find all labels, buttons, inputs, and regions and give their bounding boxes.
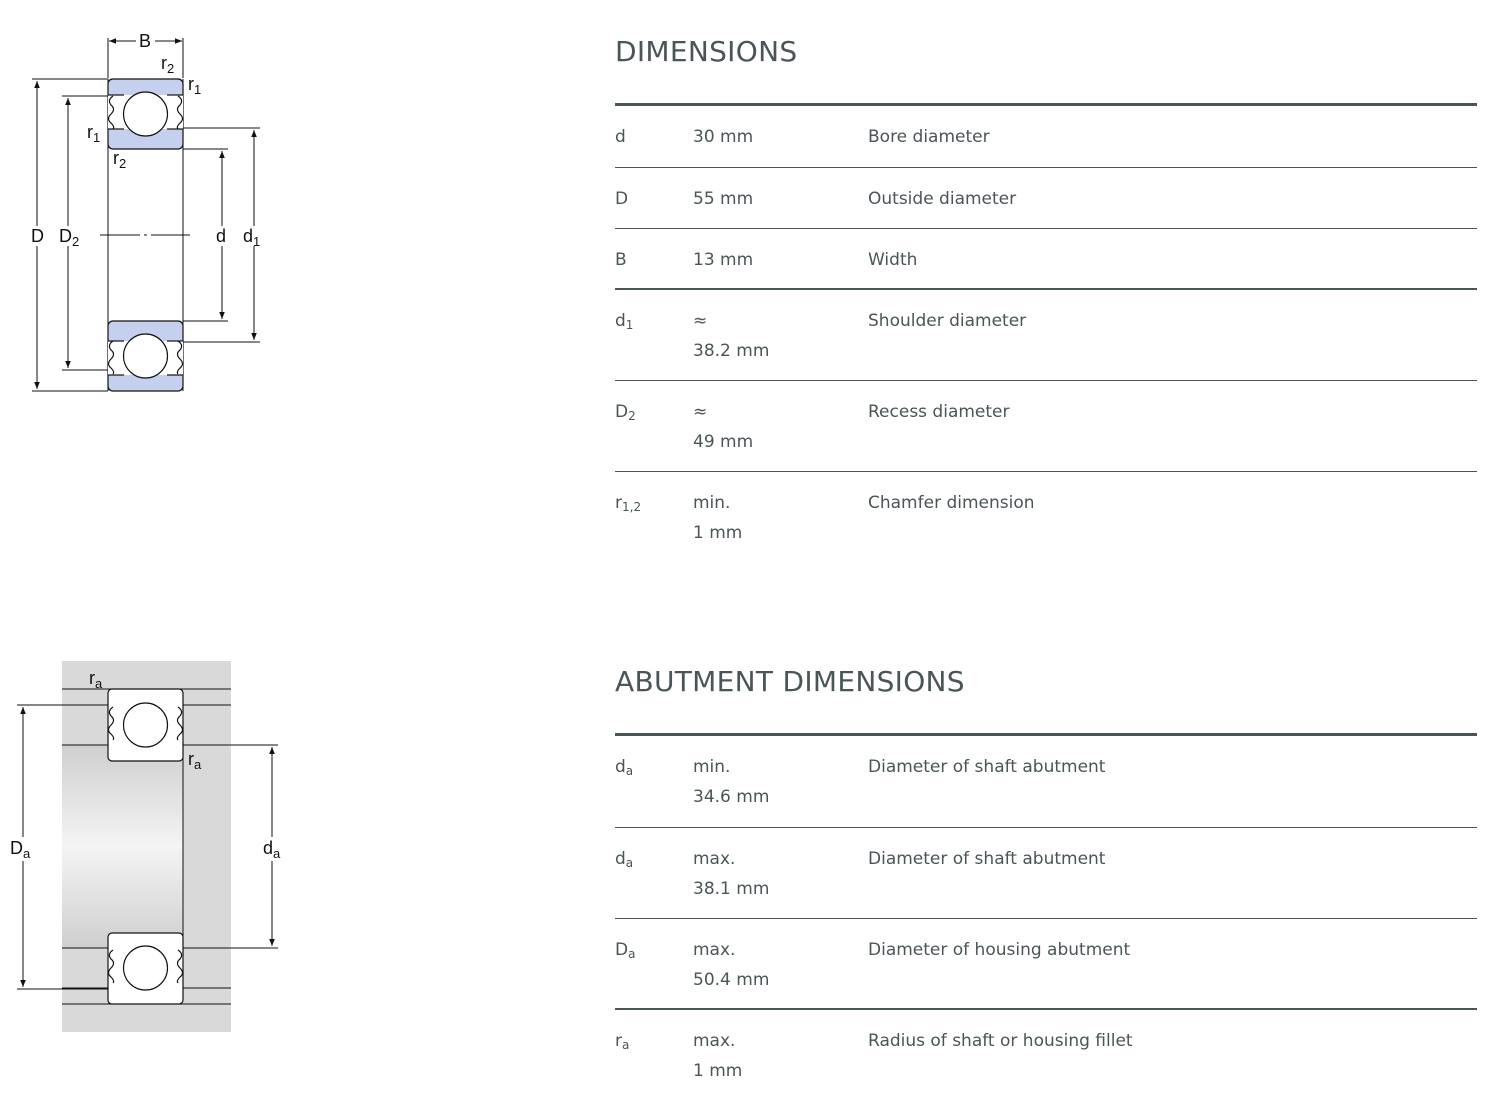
label-d: d bbox=[216, 226, 227, 246]
table-row bbox=[615, 471, 1477, 562]
value-cell: max. 50.4 mm bbox=[693, 918, 868, 1009]
symbol-cell: $D_2$ bbox=[615, 380, 693, 471]
table-row bbox=[615, 918, 1477, 1009]
value-cell: max. 1 mm bbox=[693, 1031, 743, 1081]
description-cell: Width bbox=[868, 228, 1477, 289]
description-cell: Diameter of shaft abutment bbox=[868, 827, 1477, 918]
description-cell: Chamfer dimension bbox=[868, 492, 1035, 513]
table-row bbox=[615, 289, 1477, 380]
symbol-cell: $D_a$ bbox=[615, 918, 693, 1009]
description-cell: Radius of shaft or housing fillet bbox=[868, 1031, 1133, 1051]
svg-text:D2: $D_2$ bbox=[59, 226, 80, 249]
dimensions-section bbox=[615, 32, 1477, 562]
symbol-cell: $d_1$ bbox=[615, 289, 693, 380]
dimensions-title: DIMENSIONS bbox=[615, 32, 1477, 106]
svg-text:d1: $d_1$ bbox=[243, 226, 261, 249]
table-row bbox=[615, 736, 1477, 827]
abutment-dimensions-table bbox=[615, 736, 1477, 1100]
table-row bbox=[615, 167, 1477, 228]
value-cell: 55 mm bbox=[693, 167, 868, 228]
abutment-dimensions-section bbox=[615, 662, 1477, 1100]
svg-text:r2: $r_2$ bbox=[113, 148, 127, 171]
svg-text:da: $d_a$ bbox=[263, 838, 281, 861]
value-cell: min. 34.6 mm bbox=[693, 736, 868, 827]
svg-text:r1: $r_1$ bbox=[188, 74, 202, 97]
svg-text:ra: $r_a$ bbox=[89, 668, 103, 691]
symbol-cell: $r_{1,2}$ bbox=[615, 492, 642, 514]
symbol-cell: $d_a$ bbox=[615, 736, 693, 827]
svg-text:r1: $r_1$ bbox=[87, 122, 101, 145]
description-cell: Outside diameter bbox=[868, 167, 1477, 228]
symbol-cell: $d_a$ bbox=[615, 827, 693, 918]
symbol-cell: d bbox=[615, 106, 693, 167]
value-cell: ≈ 49 mm bbox=[693, 380, 868, 471]
table-row bbox=[615, 1009, 1477, 1100]
abutment-dimensions-title: ABUTMENT DIMENSIONS bbox=[615, 662, 1477, 736]
dimensions-table bbox=[615, 106, 1477, 562]
bearing-cross-section-drawing bbox=[0, 28, 300, 408]
symbol-cell: D bbox=[615, 167, 693, 228]
symbol-cell: B bbox=[615, 228, 693, 289]
table-row bbox=[615, 106, 1477, 167]
symbol-cell: $r_a$ bbox=[615, 1031, 630, 1052]
svg-text:r2: $r_2$ bbox=[161, 53, 175, 76]
svg-text:ra: $r_a$ bbox=[188, 749, 202, 772]
value-cell: 13 mm bbox=[693, 228, 868, 289]
description-cell: Diameter of housing abutment bbox=[868, 918, 1477, 1009]
value-cell: max. 38.1 mm bbox=[693, 827, 868, 918]
label-B: B bbox=[139, 31, 152, 51]
value-cell: 30 mm bbox=[693, 106, 868, 167]
value-cell: ≈ 38.2 mm bbox=[693, 289, 868, 380]
value-cell: min. 1 mm bbox=[693, 492, 743, 543]
svg-text:Da: $D_a$ bbox=[10, 838, 31, 861]
abutment-drawing bbox=[0, 655, 300, 1040]
table-row bbox=[615, 380, 1477, 471]
table-row bbox=[615, 827, 1477, 918]
table-row bbox=[615, 228, 1477, 289]
description-cell: Recess diameter bbox=[868, 380, 1477, 471]
label-D: D bbox=[31, 226, 44, 246]
description-cell: Shoulder diameter bbox=[868, 289, 1477, 380]
description-cell: Bore diameter bbox=[868, 106, 1477, 167]
description-cell: Diameter of shaft abutment bbox=[868, 736, 1477, 827]
